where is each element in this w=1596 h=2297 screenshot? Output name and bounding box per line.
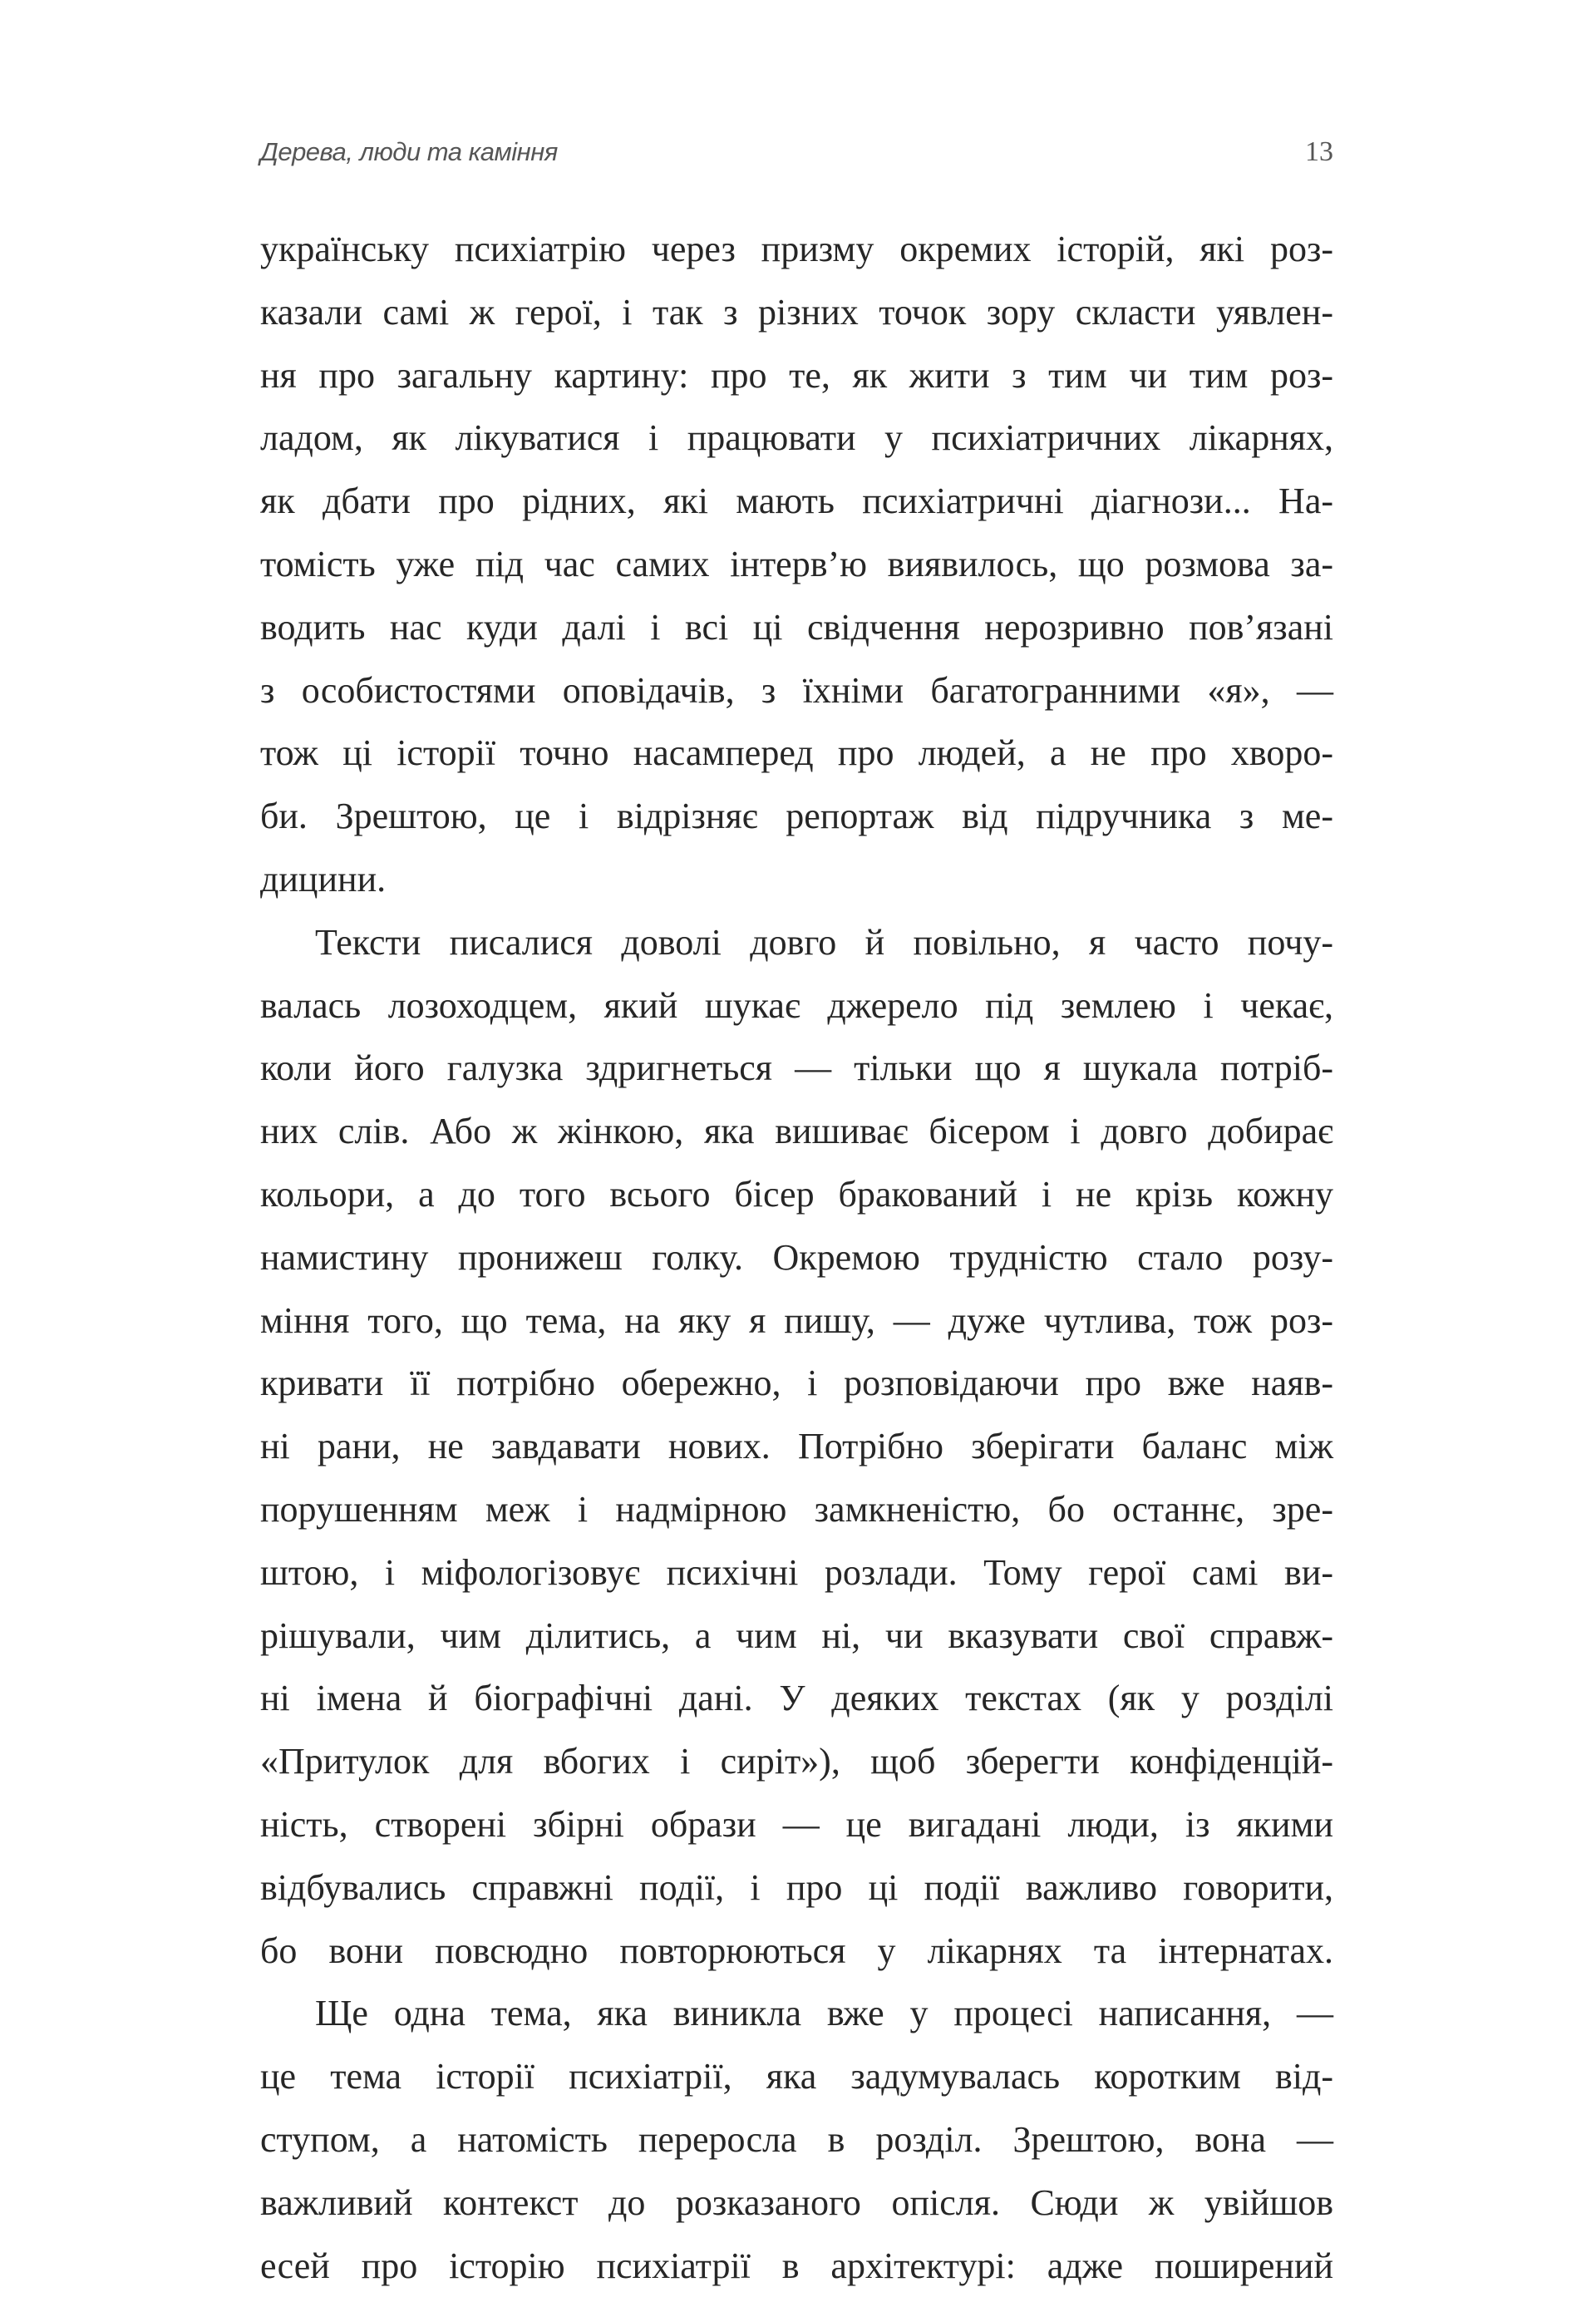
running-head [260, 131, 1333, 173]
text-line: ладом, як лікуватися і працювати у психіатричних лікарнях, [260, 407, 1333, 470]
text-line: намистину пронижеш голку. Окремою трудністю стало розу- [260, 1226, 1333, 1289]
page-number: 13 [1305, 136, 1333, 168]
text-line: міння того, що тема, на яку я пишу, — дуже чутлива, тож роз- [260, 1289, 1333, 1353]
paragraph-2 [260, 911, 1333, 1983]
text-line: дицини. [260, 848, 1333, 911]
text-line: бо вони повсюдно повторюються у лікарнях та інтернатах. [260, 1920, 1333, 1983]
text-line: томість уже під час самих інтерв’ю виявилось, що розмова за- [260, 533, 1333, 596]
text-line: «Притулок для вбогих і сиріт»), щоб зберегти конфіденцій- [260, 1730, 1333, 1793]
paragraph-3 [260, 1982, 1333, 2297]
text-line: коли його галузка здригнеться — тільки що я шукала потріб- [260, 1037, 1333, 1100]
text-line: ні рани, не завдавати нових. Потрібно зберігати баланс між [260, 1415, 1333, 1478]
text-line: рішували, чим ділитись, а чим ні, чи вказувати свої справж- [260, 1604, 1333, 1668]
text-line: них слів. Або ж жінкою, яка вишиває бісером і довго добирає [260, 1100, 1333, 1163]
text-line: ня про загальну картину: про те, як жити з тим чи тим роз- [260, 344, 1333, 407]
text-line: кольори, а до того всього бісер бракований і не крізь кожну [260, 1163, 1333, 1226]
text-line: ступом, а натомість переросла в розділ. Зрештою, вона — [260, 2108, 1333, 2171]
text-line: тож ці історії точно насамперед про людей, а не про хворо- [260, 722, 1333, 785]
text-line: кривати її потрібно обережно, і розповідаючи про вже наяв- [260, 1352, 1333, 1415]
text-line: казали самі ж герої, і так з різних точок зору скласти уявлен- [260, 281, 1333, 344]
text-line: валась лозоходцем, який шукає джерело під землею і чекає, [260, 974, 1333, 1038]
text-line: штою, і міфологізовує психічні розлади. Тому герої самі ви- [260, 1541, 1333, 1604]
text-line: Ще одна тема, яка виникла вже у процесі написання, — [260, 1982, 1333, 2045]
text-line: важливий контекст до розказаного опісля. Сюди ж увійшов [260, 2171, 1333, 2235]
text-line: ність, створені збірні образи — це вигадані люди, із якими [260, 1793, 1333, 1856]
text-line: ні імена й біографічні дані. У деяких текстах (як у розділі [260, 1667, 1333, 1730]
text-line: з особистостями оповідачів, з їхніми багатогранними «я», — [260, 659, 1333, 722]
text-line: Тексти писалися доволі довго й повільно, я часто почу- [260, 911, 1333, 974]
text-line: як дбати про рідних, які мають психіатричні діагнози... На- [260, 470, 1333, 533]
text-line: українську психіатрію через призму окремих історій, які роз- [260, 218, 1333, 281]
paragraph-1 [260, 218, 1333, 911]
text-line: есей про історію психіатрії в архітектурі: адже поширений [260, 2235, 1333, 2297]
text-line: це тема історії психіатрії, яка задумувалась коротким від- [260, 2045, 1333, 2108]
text-line: відбувались справжні події, і про ці події важливо говорити, [260, 1856, 1333, 1920]
text-line: порушенням меж і надмірною замкненістю, бо останнє, зре- [260, 1478, 1333, 1541]
body-text [260, 218, 1333, 2297]
text-line: водить нас куди далі і всі ці свідчення нерозривно пов’язані [260, 596, 1333, 659]
running-title: Дерева, люди та каміння [260, 137, 558, 167]
text-line: би. Зрештою, це і відрізняє репортаж від підручника з ме- [260, 785, 1333, 848]
